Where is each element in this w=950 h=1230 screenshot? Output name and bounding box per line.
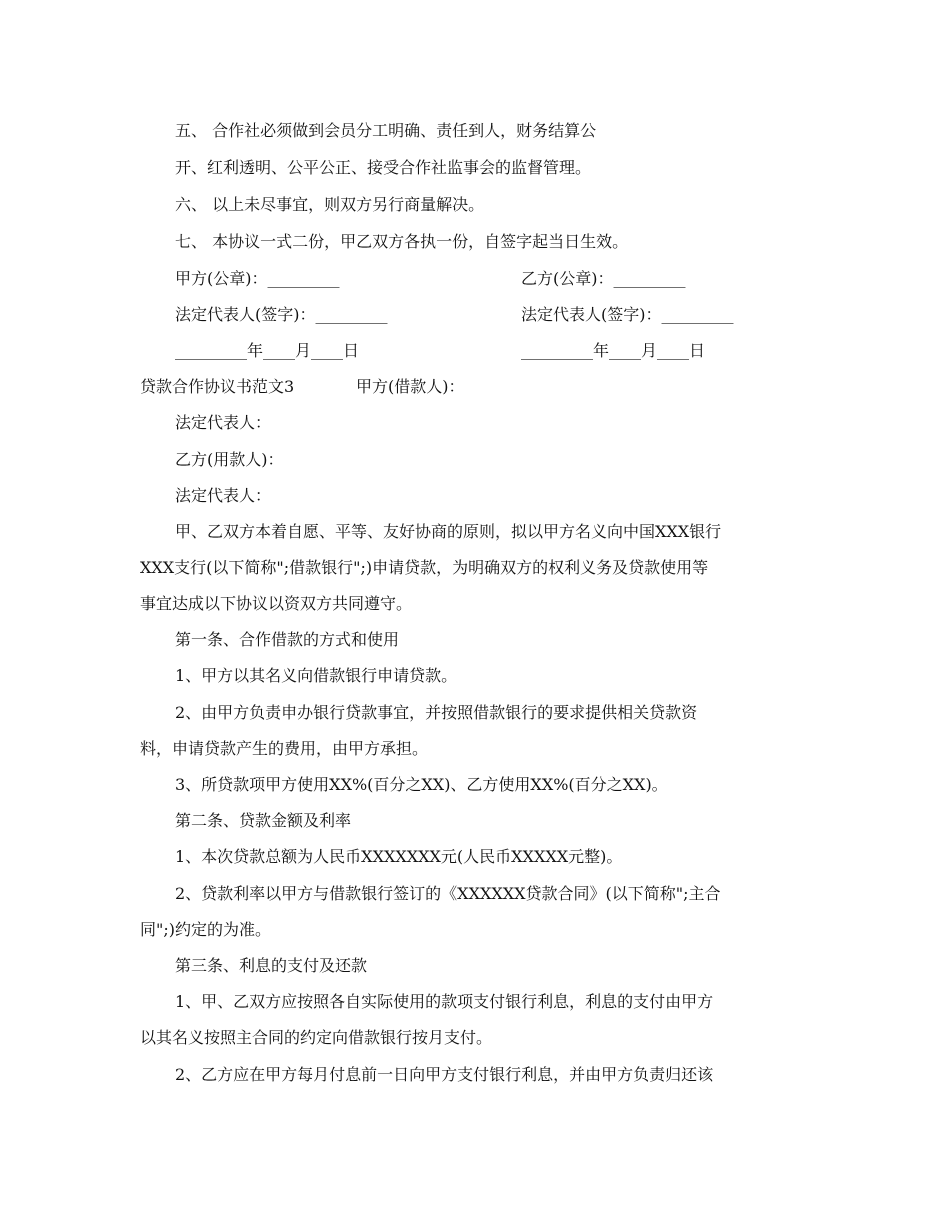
body-line: 1、甲方以其名义向借款银行申请贷款。 <box>175 666 458 685</box>
clause-five-line-1: 五、 合作社必须做到会员分工明确、责任到人，财务结算公 <box>175 121 597 140</box>
body-line: 法定代表人： <box>175 486 272 505</box>
clause-five-line-2: 开、红利透明、公平公正、接受合作社监事会的监督管理。 <box>175 158 592 177</box>
section-title: 贷款合作协议书范文3 <box>140 377 295 396</box>
party-a-seal-field: 甲方(公章)：_________ <box>175 269 340 288</box>
body-line: 3、所贷款项甲方使用XX%(百分之XX)、乙方使用XX%(百分之XX)。 <box>175 775 668 794</box>
article-heading: 第二条、贷款金额及利率 <box>175 811 352 830</box>
party-b-date-field: _________年____月____日 <box>521 341 706 360</box>
party-b-seal-field: 乙方(公章)：_________ <box>521 269 686 288</box>
clause-six: 六、 以上未尽事宜，则双方另行商量解决。 <box>175 195 485 214</box>
body-line: XXX支行(以下简称";借款银行";)申请贷款，为明确双方的权利义务及贷款使用等 <box>140 558 709 577</box>
body-line: 2、乙方应在甲方每月付息前一日向甲方支付银行利息，并由甲方负责归还该 <box>175 1065 714 1084</box>
body-line: 1、甲、乙双方应按照各自实际使用的款项支付银行利息，利息的支付由甲方 <box>175 992 714 1011</box>
party-a-representative-field: 法定代表人(签字)：_________ <box>175 305 388 324</box>
article-heading: 第一条、合作借款的方式和使用 <box>175 630 400 649</box>
body-line: 同";)约定的为准。 <box>140 920 271 939</box>
body-line: 2、由甲方负责申办银行贷款事宜，并按照借款银行的要求提供相关贷款资 <box>175 703 698 722</box>
party-a-date-field: _________年____月____日 <box>175 341 360 360</box>
body-line: 1、本次贷款总额为人民币XXXXXXX元(人民币XXXXX元整)。 <box>175 847 623 866</box>
party-b-representative-field: 法定代表人(签字)：_________ <box>521 305 734 324</box>
body-line: 料，申请贷款产生的费用，由甲方承担。 <box>140 739 429 758</box>
body-line: 甲、乙双方本着自愿、平等、友好协商的原则，拟以甲方名义向中国XXX银行 <box>175 522 722 541</box>
article-heading: 第三条、利息的支付及还款 <box>175 956 368 975</box>
body-line: 事宜达成以下协议以资双方共同遵守。 <box>140 594 413 613</box>
body-line: 2、贷款利率以甲方与借款银行签订的《XXXXXX贷款合同》(以下简称";主合 <box>175 884 721 903</box>
body-line: 乙方(用款人)： <box>175 450 284 469</box>
clause-seven: 七、 本协议一式二份，甲乙双方各执一份，自签字起当日生效。 <box>175 232 629 251</box>
body-line: 以其名义按照主合同的约定向借款银行按月支付。 <box>140 1028 493 1047</box>
body-line: 法定代表人： <box>175 413 272 432</box>
party-a-borrower-label: 甲方(借款人)： <box>356 377 465 396</box>
